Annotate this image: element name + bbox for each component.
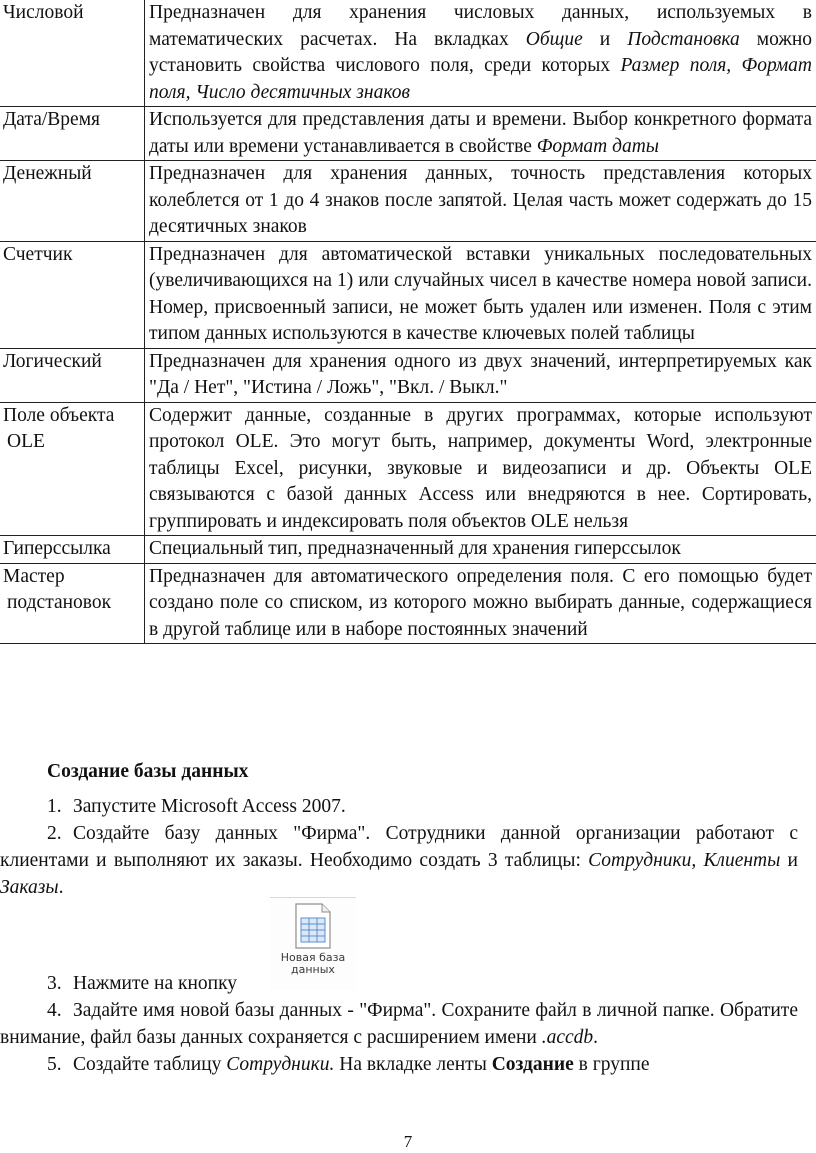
type-description-cell: Предназначен для хранения числовых данных, используемых в математических расчетах. На вкладках Общие и Подстановка можно установить свойства числового поля, среди которых Размер поля, Формат поля, Число десятичных знаков (145, 0, 816, 107)
type-name: Гиперссылка (3, 538, 111, 559)
table-row (0, 0, 816, 107)
button-label-line2: данных (291, 963, 335, 976)
step-number: 3. (47, 973, 62, 994)
new-database-icon (292, 902, 334, 950)
table-row (0, 402, 816, 536)
step-number: 5. (47, 1054, 62, 1075)
type-description-cell: Предназначен для автоматической вставки уникальных последовательных (увеличивающихся на 1) или случайных чисел в качестве номера новой записи. Номер, присвоенный записи, не может быть удален или изменен. Поля с этим типом данных используются в качестве ключевых полей таблицы (145, 241, 816, 348)
step-5: 5. Создайте таблицу Сотрудники. На вкладке ленты Создание в группе (0, 1051, 798, 1078)
type-description-cell: Предназначен для автоматического определения поля. С его помощью будет создано поле со списком, из которого можно выбирать данные, содержащиеся в другой таблице или в наборе постоянных значений (145, 563, 816, 644)
type-name-cell (0, 348, 145, 402)
type-description-cell: Предназначен для хранения одного из двух значений, интерпретируемых как "Да / Нет", "Истина / Ложь", "Вкл. / Выкл." (145, 348, 816, 402)
button-label-line1: Новая база (280, 951, 346, 964)
step-2: 2. Создайте базу данных "Фирма". Сотрудники данной организации работают с клиентами и выполняют их заказы. Необходимо создать 3 таблицы: Сотрудники, Клиенты и Заказы. (0, 820, 798, 901)
table-row (0, 536, 816, 564)
type-description-cell: Содержит данные, созданные в других программах, которые используют протокол OLE. Это могут быть, например, документы Word, электронные таблицы Excel, рисунки, звуковые и видеозаписи и др. Объекты OLE связываются с базой данных Access или внедряются в нее. Сортировать, группировать и индексировать поля объектов OLE нельзя (145, 402, 816, 536)
type-name-cell (0, 0, 145, 107)
step-3: 3. Нажмите на кнопку Новая база данных (0, 901, 798, 997)
create-database-section (0, 758, 798, 1078)
type-name: Денежный (3, 163, 92, 184)
type-name: Логический (3, 350, 102, 372)
table-row (0, 348, 816, 402)
type-name-cell (0, 402, 145, 536)
type-name-cell (0, 536, 145, 564)
type-name: Поле объекта (3, 404, 115, 426)
step-4: 4. Задайте имя новой базы данных - "Фирма". Сохраните файл в личной папке. Обратите внимание, файл базы данных сохраняется с расширением имени .accdb. (0, 997, 798, 1051)
type-name-cell (0, 161, 145, 242)
type-name: Числовой (3, 2, 84, 23)
table-row (0, 563, 816, 644)
new-database-button[interactable] (270, 897, 356, 990)
step-1: 1. Запустите Microsoft Access 2007. (0, 793, 798, 820)
page-number: 7 (403, 1132, 413, 1151)
step-number: 1. (47, 796, 62, 817)
type-name: Мастер (3, 565, 65, 587)
section-heading: Создание базы данных (47, 761, 249, 782)
table-row (0, 241, 816, 348)
type-name: OLE (7, 431, 45, 452)
type-description-cell: Предназначен для хранения данных, точность представления которых колеблется от 1 до 4 знаков после запятой. Целая часть может содержать до 15 десятичных знаков (145, 161, 816, 242)
table-row (0, 161, 816, 242)
type-name: подстановок (7, 592, 112, 613)
type-name-cell (0, 107, 145, 161)
type-description-cell: Специальный тип, предназначенный для хранения гиперссылок (145, 536, 816, 564)
type-name-cell (0, 241, 145, 348)
type-name-cell (0, 563, 145, 644)
step-number: 4. (47, 1000, 62, 1021)
table-row (0, 107, 816, 161)
type-name: Дата/Время (3, 109, 101, 130)
type-name: Счетчик (3, 243, 73, 265)
type-description-cell: Используется для представления даты и времени. Выбор конкретного формата даты или времени устанавливается в свойстве Формат даты (145, 107, 816, 161)
step-number: 2. (47, 823, 62, 844)
